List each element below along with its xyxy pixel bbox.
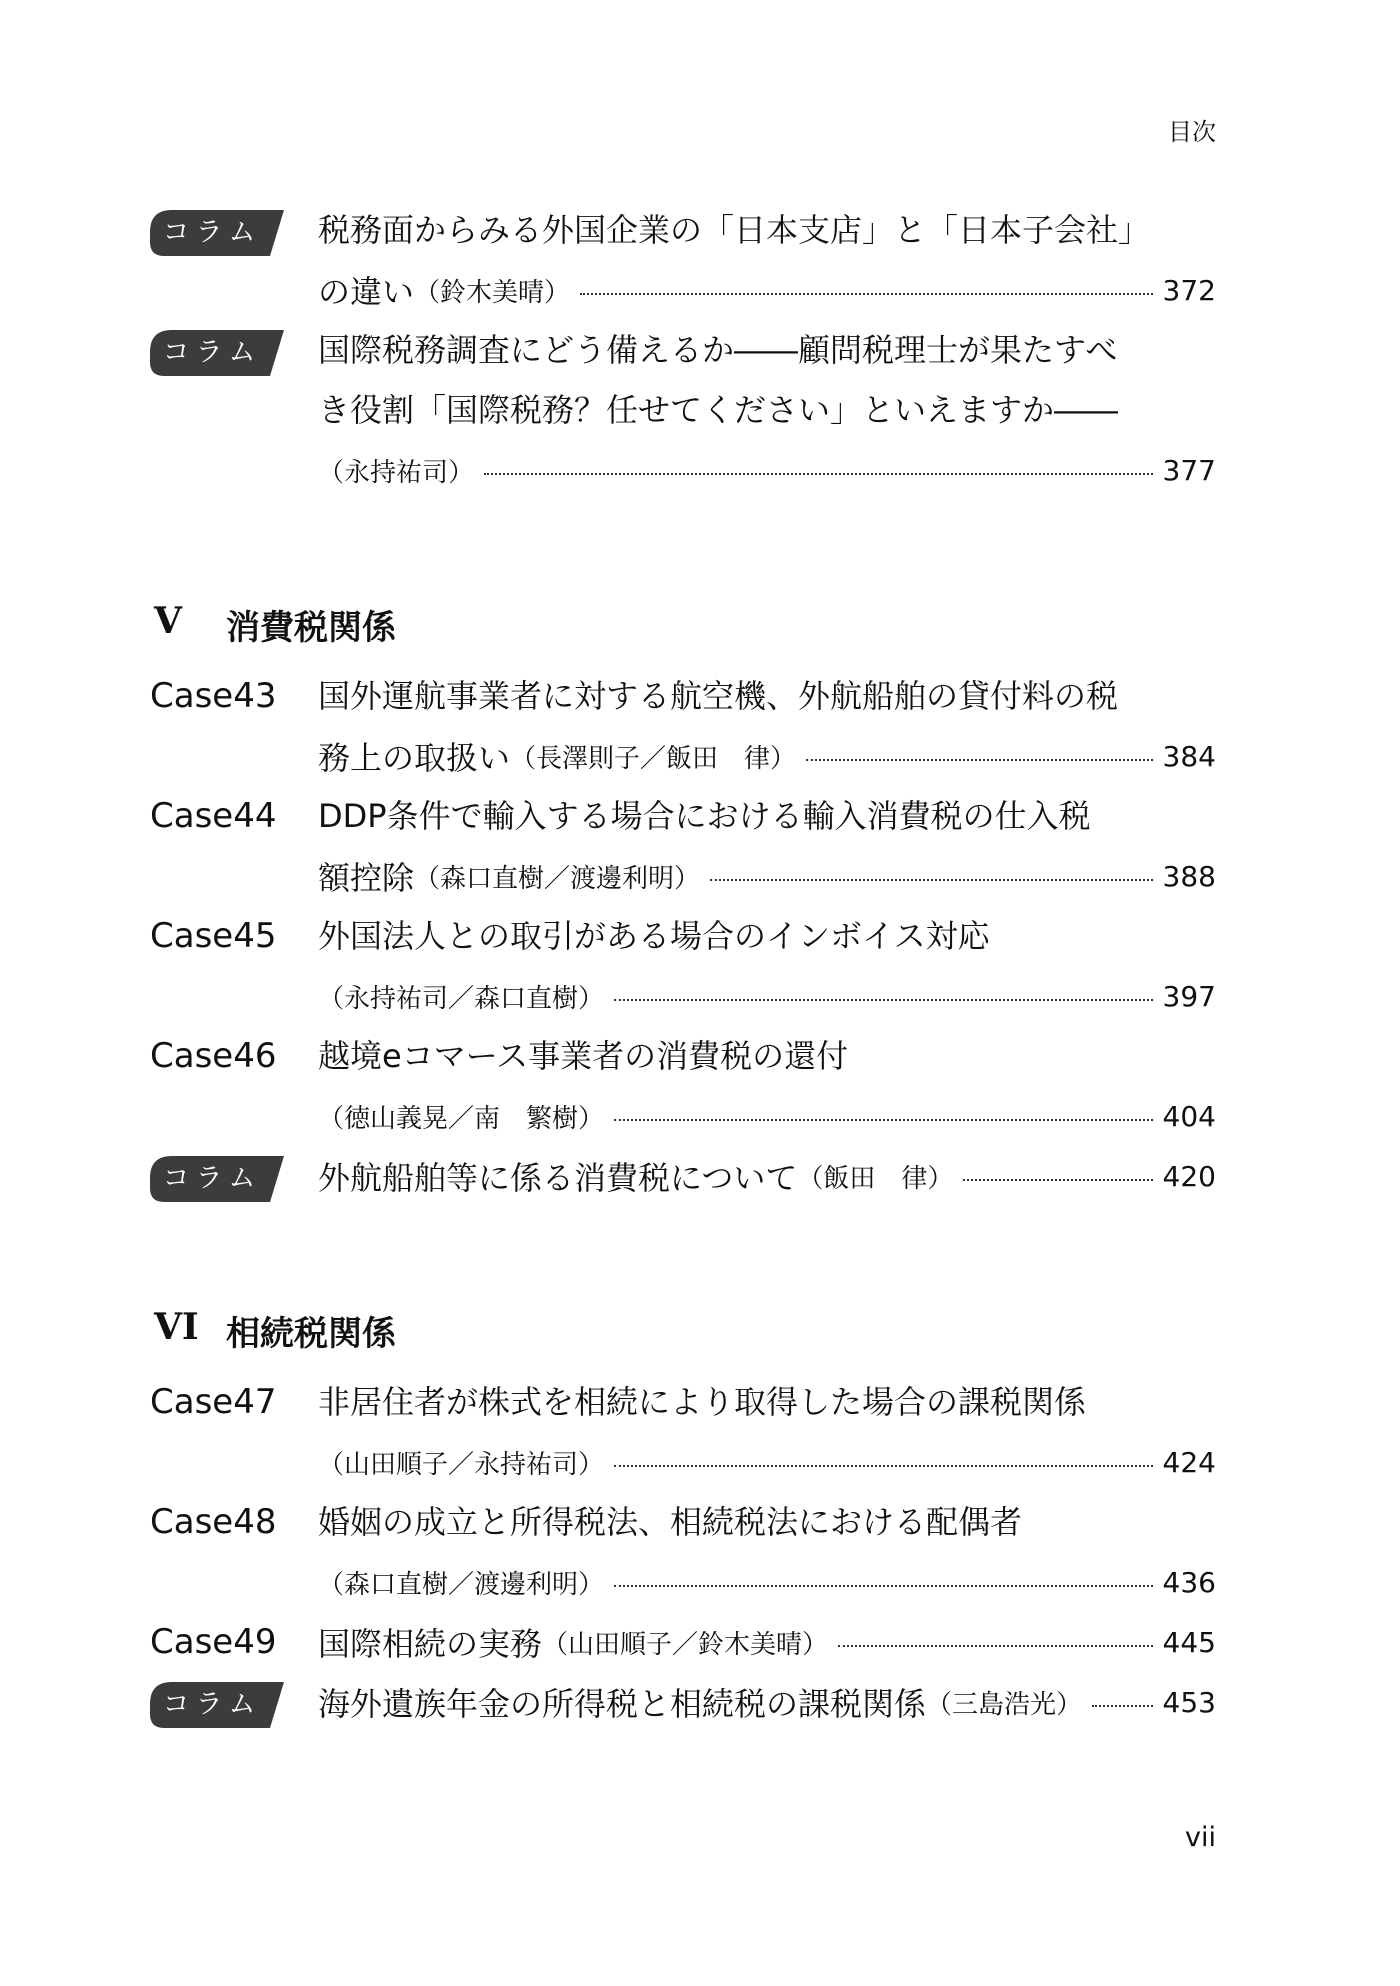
entry-authors: （山田順子／永持祐司） [318,1449,605,1480]
section-numeral: VI [154,1306,199,1348]
dot-leader [614,1119,1153,1121]
toc-entry-column-2[interactable] [150,320,1216,380]
entry-page: 377 [1162,453,1216,487]
toc-entry-column-1-cont[interactable] [150,260,1216,320]
entry-title: 越境eコマース事業者の消費税の還付 [318,1037,849,1075]
entry-title: 婚姻の成立と所得税法、相続税法における配偶者 [318,1503,1023,1541]
page-number: vii [1185,1822,1216,1853]
entry-page: 445 [1162,1625,1216,1659]
case-number: Case44 [150,796,277,836]
toc-entry-case43-cont[interactable] [150,726,1216,786]
case-number: Case43 [150,676,277,716]
section-heading-vi [150,1276,1216,1372]
entry-page: 372 [1162,273,1216,307]
toc-entry-case47[interactable] [150,1372,1216,1432]
entry-page: 424 [1162,1445,1216,1479]
table-of-contents [150,200,1216,1732]
toc-entry-case44-cont[interactable] [150,846,1216,906]
toc-entry-column-2-cont2[interactable] [150,440,1216,500]
dot-leader [710,879,1153,881]
entry-authors: （長澤則子／飯田 律） [510,743,797,774]
entry-page: 404 [1162,1099,1216,1133]
entry-authors: （鈴木美晴） [414,277,571,308]
column-badge [150,1682,284,1728]
toc-entry-case46-cont[interactable] [150,1086,1216,1146]
entry-title: 国際相続の実務 [318,1625,543,1663]
case-number: Case45 [150,916,277,956]
entry-authors: （森口直樹／渡邊利明） [318,1569,605,1600]
entry-authors: （森口直樹／渡邊利明） [414,863,701,894]
dot-leader [806,759,1153,761]
column-badge [150,1156,284,1202]
entry-title: DDP条件で輸入する場合における輸入消費税の仕入税 [318,797,1091,835]
case-number: Case49 [150,1622,277,1662]
toc-entry-case49[interactable] [150,1612,1216,1672]
dot-leader [614,1585,1153,1587]
column-badge [150,210,284,256]
case-number: Case46 [150,1036,277,1076]
entry-title: 国外運航事業者に対する航空機、外航船舶の貸付料の税 [318,677,1119,715]
toc-entry-case48[interactable] [150,1492,1216,1552]
dot-leader [580,293,1153,295]
entry-page: 388 [1162,859,1216,893]
section-heading-v [150,570,1216,666]
entry-page: 397 [1162,979,1216,1013]
dot-leader [614,999,1153,1001]
entry-title-cont: 務上の取扱い [318,739,511,777]
entry-title-cont: き役割「国際税務？任せてください」といえますか―― [318,391,1119,429]
entry-authors: （三島浩光） [926,1689,1083,1720]
toc-entry-case45-cont[interactable] [150,966,1216,1026]
dot-leader [484,473,1153,475]
toc-entry-case47-cont[interactable] [150,1432,1216,1492]
entry-page: 436 [1162,1565,1216,1599]
entry-authors: （永持祐司／森口直樹） [318,983,605,1014]
entry-title-cont: の違い [318,273,415,311]
entry-page: 384 [1162,739,1216,773]
entry-title: 国際税務調査にどう備えるか――顧問税理士が果たすべ [318,331,1118,369]
entry-page: 453 [1162,1685,1216,1719]
entry-title: 外国法人との取引がある場合のインボイス対応 [318,917,990,955]
entry-title: 海外遺族年金の所得税と相続税の課税関係 [318,1685,927,1723]
toc-entry-case43[interactable] [150,666,1216,726]
entry-page: 420 [1162,1159,1216,1193]
column-badge [150,330,284,376]
dot-leader [1092,1705,1153,1707]
toc-entry-case45[interactable] [150,906,1216,966]
toc-entry-case48-cont[interactable] [150,1552,1216,1612]
entry-title: 非居住者が株式を相続により取得した場合の課税関係 [318,1383,1087,1421]
toc-entry-column-1[interactable] [150,200,1216,260]
case-number: Case48 [150,1502,277,1542]
entry-authors: （永持祐司） [318,457,475,488]
entry-title: 税務面からみる外国企業の「日本支店」と「日本子会社」 [318,211,1151,249]
column-badge-label: コラム [162,1163,262,1194]
toc-entry-case44[interactable] [150,786,1216,846]
running-header: 目次 [1168,118,1216,146]
dot-leader [614,1465,1153,1467]
section-title: 相続税関係 [226,1314,396,1354]
entry-title-cont: 額控除 [318,859,415,897]
column-badge-label: コラム [162,217,262,248]
toc-entry-column-2-cont [150,380,1216,440]
entry-authors: （山田順子／鈴木美晴） [542,1629,829,1660]
dot-leader [963,1179,1152,1181]
case-number: Case47 [150,1382,277,1422]
section-numeral: V [154,600,182,642]
column-badge-label: コラム [162,1689,262,1720]
entry-authors: （飯田 律） [797,1163,954,1194]
entry-authors: （徳山義晃／南 繁樹） [318,1103,605,1134]
toc-entry-column-4[interactable] [150,1672,1216,1732]
toc-entry-case46[interactable] [150,1026,1216,1086]
column-badge-label: コラム [162,337,262,368]
toc-entry-column-3[interactable] [150,1146,1216,1206]
entry-title: 外航船舶等に係る消費税について [318,1159,798,1197]
section-title: 消費税関係 [226,608,396,648]
dot-leader [838,1645,1153,1647]
